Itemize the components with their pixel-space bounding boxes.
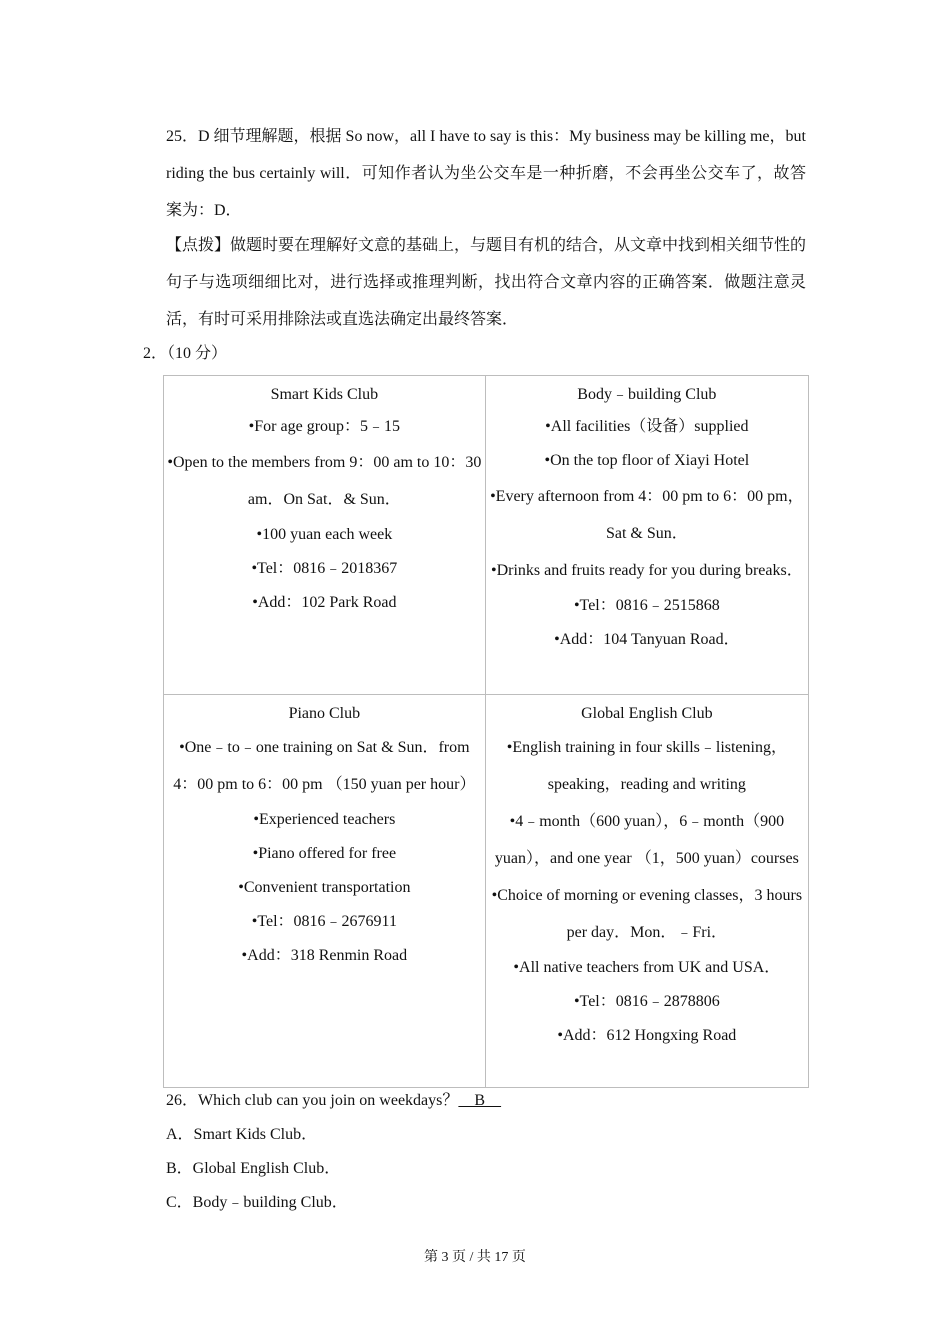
club-detail: •Open to the members from 9：00 am to 10：30 am．On Sat．& Sun． <box>167 454 482 508</box>
club-detail: •Piano offered for free <box>252 845 397 862</box>
club-detail: •4﹣month（600 yuan），6﹣month（900 yuan），and one year （1，500 yuan）courses <box>494 813 799 867</box>
club-detail: •Convenient transportation <box>238 879 411 896</box>
club-detail: •Choice of morning or evening classes，3 hours per day．Mon．﹣Fri． <box>491 887 803 941</box>
page-footer: 第 3 页 / 共 17 页 <box>424 1250 526 1265</box>
club-detail: •Experienced teachers <box>253 811 396 828</box>
club-detail: •Add：104 Tanyuan Road． <box>554 631 740 648</box>
tip-paragraph: 【点拨】做题时要在理解好文意的基础上，与题目有机的结合，从文章中找到相关细节性的句子与选项细细比对，进行选择或推理判断，找出符合文章内容的正确答案．做题注意灵活，有时可采用排除法或直选法确定出最终答案． <box>166 237 807 328</box>
table-row <box>164 695 809 1088</box>
question-26 <box>166 1091 501 1111</box>
club-detail: •One﹣to﹣one training on Sat & Sun．from 4：00 pm to 6：00 pm （150 yuan per hour） <box>173 739 476 793</box>
club-detail: •Add：612 Hongxing Road <box>557 1027 737 1044</box>
club-title: Piano Club <box>288 705 361 722</box>
club-title: Global English Club <box>581 705 713 722</box>
club-detail: •All facilities（设备）supplied <box>545 418 749 435</box>
club-detail: •Tel：0816﹣2515868 <box>573 597 720 614</box>
club-detail: •On the top floor of Xiayi Hotel <box>544 452 750 469</box>
smart-kids-club-cell <box>164 376 486 695</box>
club-detail: •Tel：0816﹣2878806 <box>573 993 720 1010</box>
club-detail: •Add：102 Park Road <box>252 594 397 611</box>
club-detail: •100 yuan each week <box>256 526 393 543</box>
club-detail: •Every afternoon from 4：00 pm to 6：00 pm，Sat & Sun． <box>490 488 804 542</box>
question-stem: 26．Which club can you join on weekdays？ <box>166 1092 459 1109</box>
question-section-number: 2．（10 分） <box>143 345 228 362</box>
answer-explanation-25: 25．D 细节理解题，根据 So now，all I have to say is this：My business may be killing me，but riding the bus certainly will．可知作者认为坐公交车是一种折磨，不会再坐公交车了，故答案为：D． <box>166 128 806 219</box>
option-b: B．Global English Club． <box>166 1160 341 1177</box>
club-title: Smart Kids Club <box>270 386 379 403</box>
club-title: Body﹣building Club <box>577 386 717 403</box>
answer-blank: B <box>458 1092 502 1109</box>
club-detail: •All native teachers from UK and USA． <box>513 959 781 976</box>
global-english-club-cell <box>485 695 808 1088</box>
club-detail: •Drinks and fruits ready for you during breaks． <box>490 562 803 579</box>
table-row <box>164 376 809 695</box>
option-c: C．Body﹣building Club． <box>166 1194 348 1211</box>
club-detail: •Tel：0816﹣2018367 <box>251 560 398 577</box>
body-building-club-cell <box>485 376 808 695</box>
option-a: A．Smart Kids Club． <box>166 1126 318 1143</box>
club-detail: •For age group：5﹣15 <box>248 418 401 435</box>
club-detail: •English training in four skills﹣listening，speaking，reading and writing <box>506 739 787 793</box>
club-detail: •Add：318 Renmin Road <box>241 947 408 964</box>
clubs-table <box>163 375 809 1088</box>
piano-club-cell <box>164 695 486 1088</box>
club-detail: •Tel：0816﹣2676911 <box>251 913 397 930</box>
